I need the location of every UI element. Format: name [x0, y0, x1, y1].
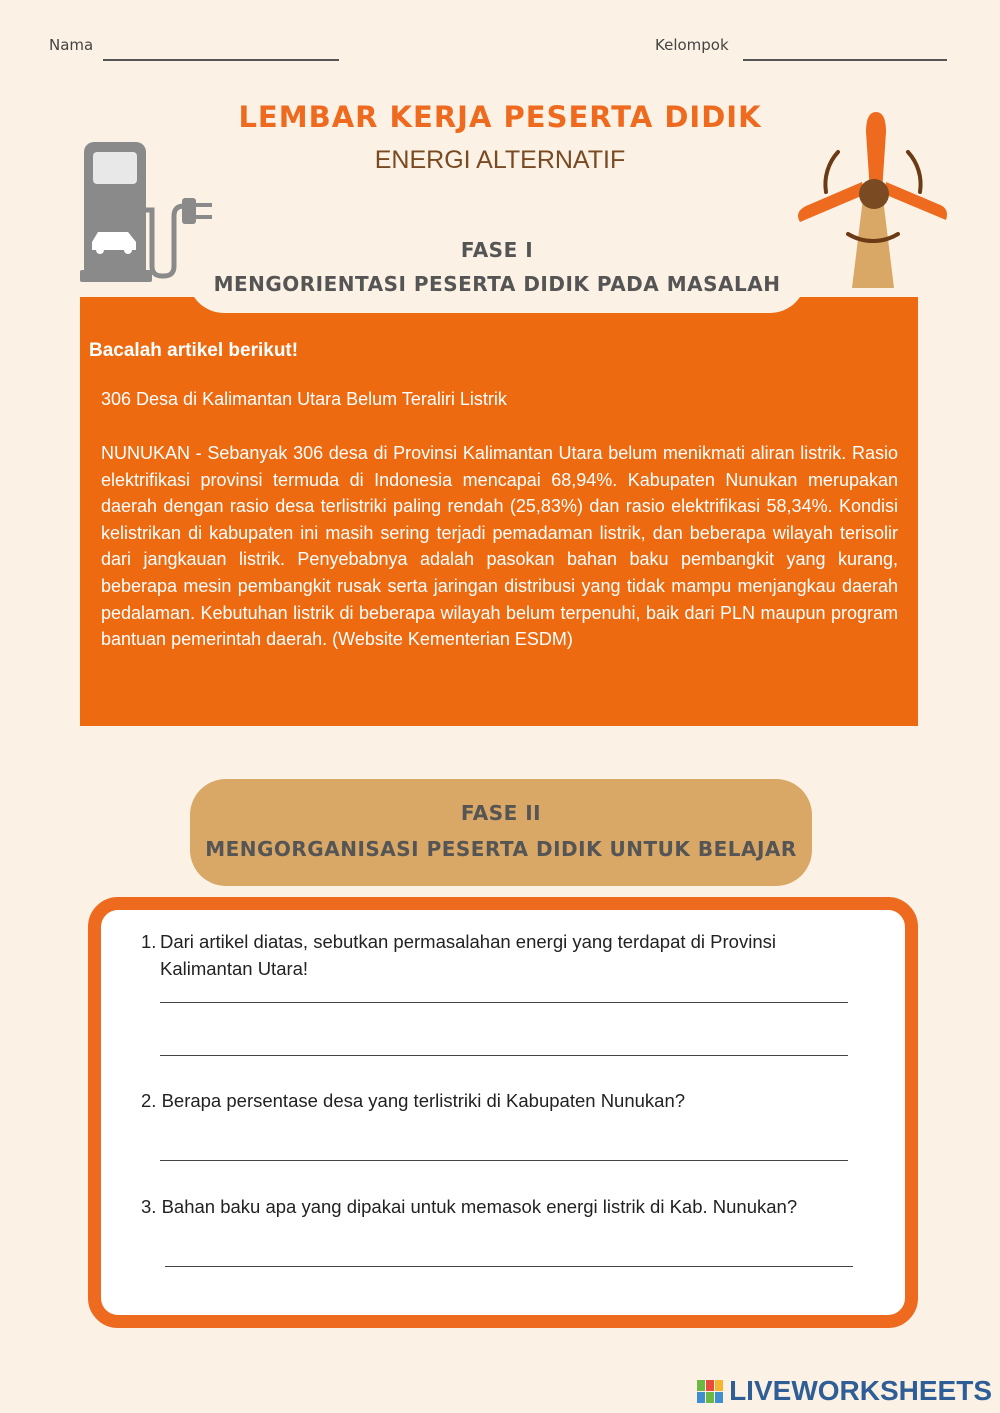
fase1-banner	[188, 220, 806, 313]
question-1-text-line2: Kalimantan Utara!	[160, 958, 309, 979]
article-body: NUNUKAN - Sebanyak 306 desa di Provinsi Kalimantan Utara belum menikmati aliran listrik. Rasio elektrifikasi provinsi termuda di Indonesia mencapai 68,94%. Kabupaten Nunukan merupakan daerah dengan rasio desa terlistriki paling rendah (25,83%) dan rasio elektrifikasi 58,34%. Kondisi kelistrikan di kabupaten ini masih sering terjadi pemadaman listrik, dan beberapa wilayah terisolir dari jangkauan listrik. Penyebabnya adalah pasokan bahan baku pembangkit yang kurang, beberapa mesin pembangkit rusak serta jaringan distribusi yang tidak mampu menjangkau daerah pedalaman. Kebutuhan listrik di beberapa wilayah belum terpenuhi, baik dari PLN maupun program bantuan pemerintah daerah. (Website Kementerian ESDM)	[101, 443, 898, 650]
fase1-heading: MENGORIENTASI PESERTA DIDIK PADA MASALAH	[213, 272, 781, 296]
question-1-text: Dari artikel diatas, sebutkan permasalahan energi yang terdapat di Provinsi	[160, 931, 776, 952]
answer-3-line[interactable]	[165, 1266, 853, 1267]
fase1-label: FASE I	[460, 238, 534, 262]
page-title: LEMBAR KERJA PESERTA DIDIK	[238, 100, 762, 134]
name-input-line[interactable]	[103, 59, 339, 61]
name-label: Nama	[49, 36, 94, 54]
group-label: Kelompok	[655, 36, 729, 54]
liveworksheets-brand: LIVEWORKSHEETS	[729, 1375, 992, 1406]
fase2-heading: MENGORGANISASI PESERTA DIDIK UNTUK BELAJAR	[205, 837, 797, 861]
fase2-banner	[190, 779, 812, 886]
page-subtitle: ENERGI ALTERNATIF	[374, 146, 626, 174]
article-title: 306 Desa di Kalimantan Utara Belum Teraliri Listrik	[101, 389, 507, 409]
article-instruction: Bacalah artikel berikut!	[89, 340, 299, 361]
group-input-line[interactable]	[743, 59, 947, 61]
fase2-label: FASE II	[460, 801, 542, 825]
answer-1-line-b[interactable]	[160, 1055, 848, 1056]
question-2-text: 2. Berapa persentase desa yang terlistriki di Kabupaten Nunukan?	[141, 1090, 686, 1111]
question-3-text: 3. Bahan baku apa yang dipakai untuk memasok energi listrik di Kab. Nunukan?	[141, 1196, 798, 1217]
answer-1-line-a[interactable]	[160, 1002, 848, 1003]
liveworksheets-logo-icon	[697, 1380, 723, 1404]
question-1-number: 1.	[141, 931, 157, 952]
wind-turbine-icon	[796, 110, 950, 290]
answer-2-line[interactable]	[160, 1160, 848, 1161]
